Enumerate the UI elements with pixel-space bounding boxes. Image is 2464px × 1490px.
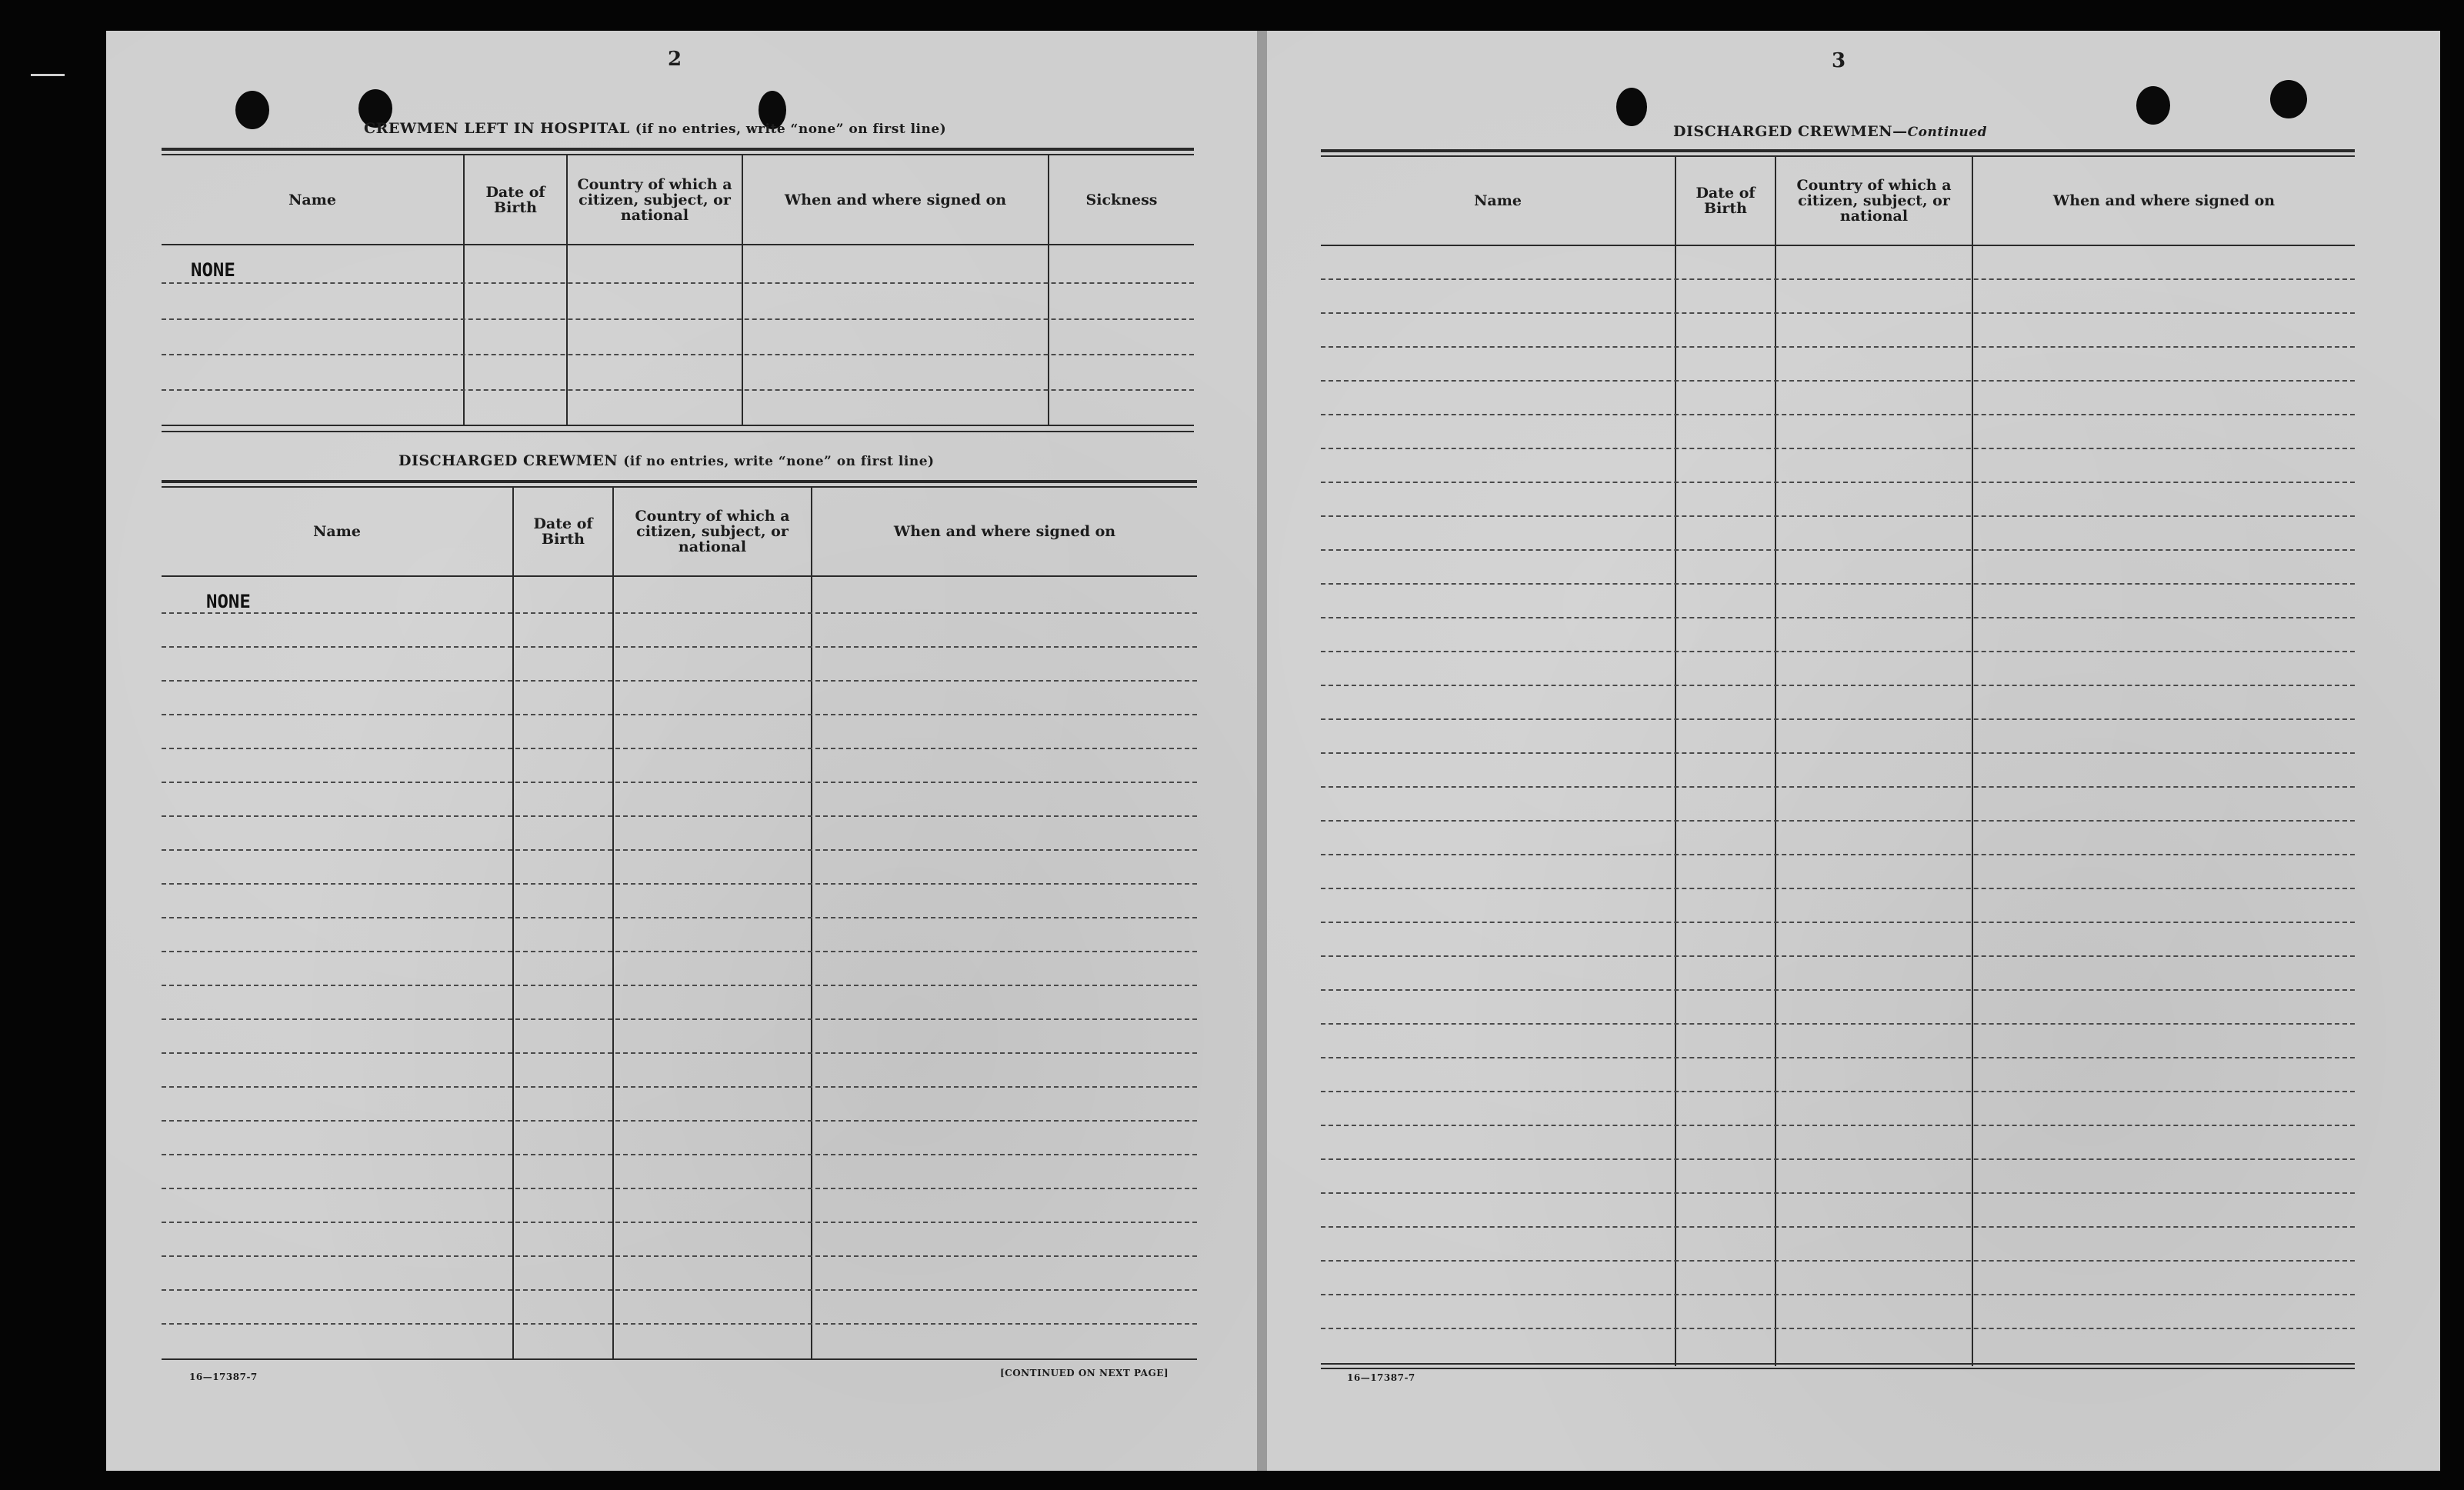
col-header-name: Name [313,523,361,540]
right-page [1267,31,2440,1471]
col-header-signed-on: When and where signed on [784,191,1007,208]
col-header-country: Country of which a citizen, subject, or national [1796,177,1952,225]
discharged-table [162,480,1197,1395]
discharged-continued-table [1321,149,2355,1395]
col-header-sickness: Sickness [1085,191,1158,208]
col-header-date-of-birth: Date of Birth [1695,185,1755,217]
page-gutter [1257,31,1267,1471]
col-header-country: Country of which a citizen, subject, or national [635,508,790,555]
punch-hole [235,91,269,129]
punch-hole [2136,86,2170,125]
left-page [106,31,1257,1471]
page-number: 2 [668,48,682,71]
col-header-signed-on: When and where signed on [893,523,1116,540]
discharged-first-entry: NONE [206,591,251,612]
scanner-edge-mark [31,74,65,76]
col-header-name: Name [1474,192,1522,209]
punch-hole [1616,88,1647,126]
hospital-section-title: CREWMEN LEFT IN HOSPITAL (if no entries, write “none” on first line) [364,120,947,137]
continued-note: [CONTINUED ON NEXT PAGE] [1000,1368,1169,1378]
form-number: 16—17387-7 [1347,1372,1415,1383]
col-header-date-of-birth: Date of Birth [485,183,545,216]
page-number: 3 [1832,49,1846,72]
col-header-date-of-birth: Date of Birth [533,515,593,548]
col-header-signed-on: When and where signed on [2052,192,2276,209]
col-header-name: Name [288,191,336,208]
col-header-country: Country of which a citizen, subject, or national [577,175,732,224]
punch-hole [2270,80,2307,118]
discharged-continued-title: DISCHARGED CREWMEN—Continued [1673,123,1988,140]
form-number: 16—17387-7 [189,1372,258,1382]
hospital-table [162,148,1194,455]
hospital-first-entry: NONE [191,259,235,281]
discharged-section-title: DISCHARGED CREWMEN (if no entries, write “none” on first line) [398,452,935,469]
